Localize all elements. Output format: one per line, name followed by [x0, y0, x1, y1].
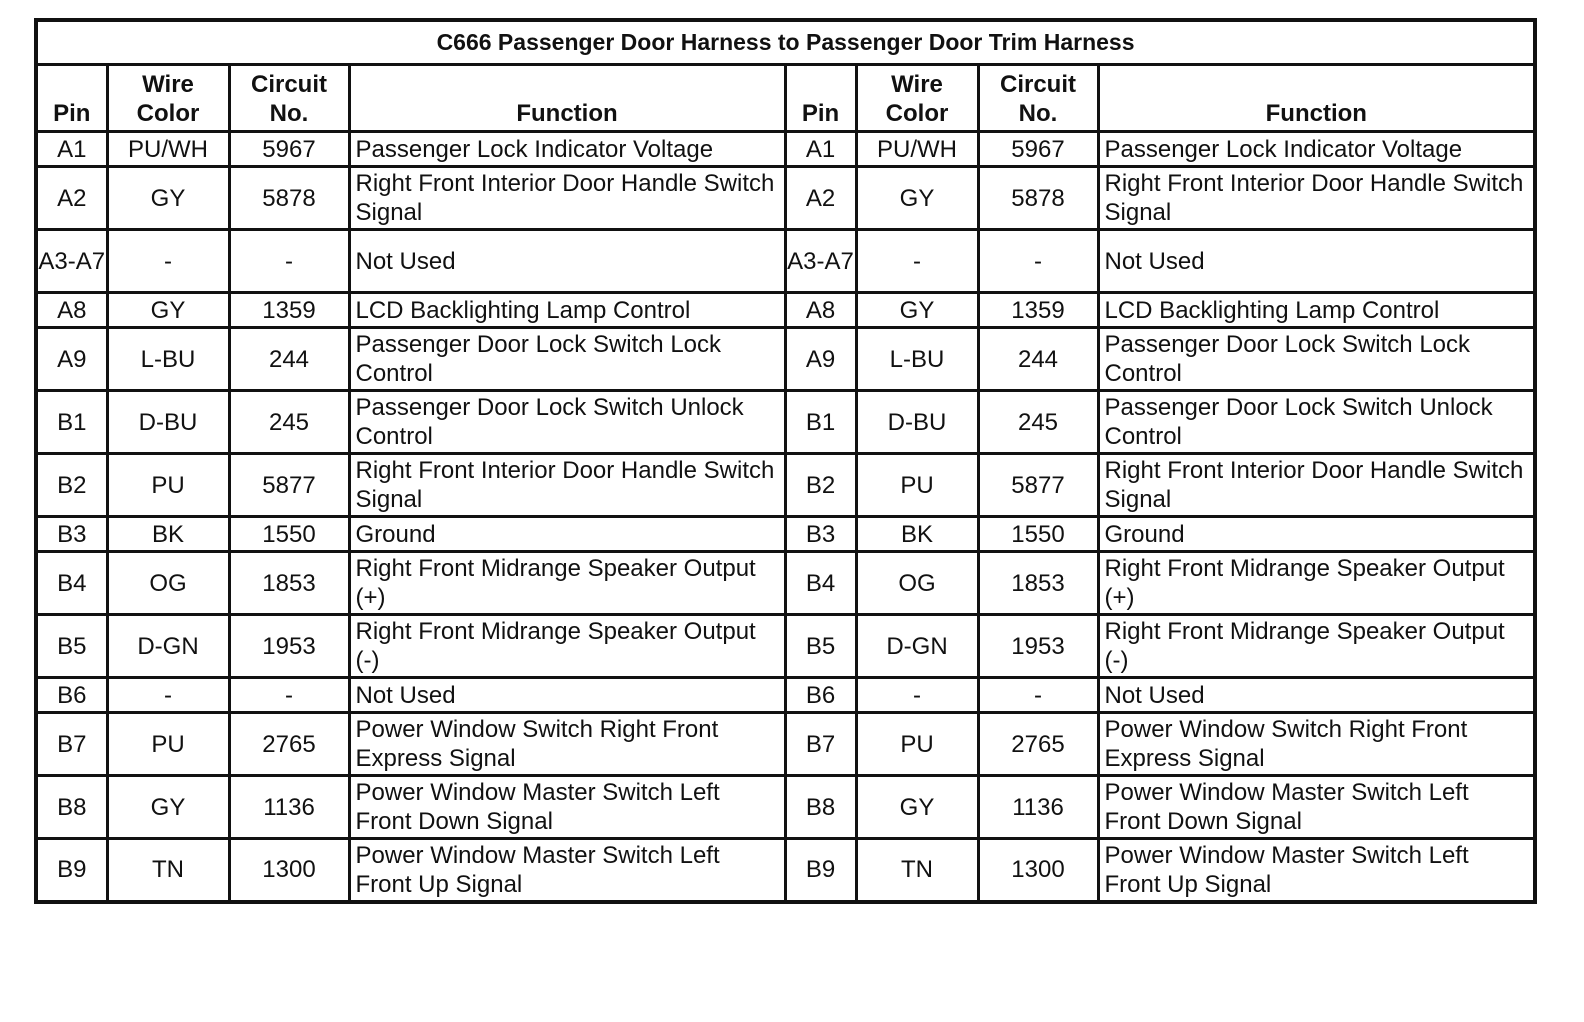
- circuit-cell: 5878: [229, 167, 349, 230]
- function-cell: Power Window Switch Right Front Express Signal: [1098, 713, 1535, 776]
- function-cell: Passenger Door Lock Switch Lock Control: [1098, 328, 1535, 391]
- function-cell: Power Window Switch Right Front Express Signal: [349, 713, 785, 776]
- wire-color-cell: GY: [107, 293, 229, 328]
- circuit-cell: 1550: [978, 517, 1098, 552]
- wire-color-header-line1: Wire: [891, 71, 943, 98]
- pin-cell: B5: [785, 615, 856, 678]
- function-header: Function: [1098, 65, 1535, 132]
- function-cell: Ground: [349, 517, 785, 552]
- pin-cell: A1: [785, 132, 856, 167]
- circuit-cell: 2765: [229, 713, 349, 776]
- wire-color-cell: D-BU: [107, 391, 229, 454]
- pin-cell: A8: [36, 293, 107, 328]
- function-cell: LCD Backlighting Lamp Control: [1098, 293, 1535, 328]
- wire-color-cell: PU: [107, 454, 229, 517]
- circuit-cell: 5877: [978, 454, 1098, 517]
- circuit-cell: 245: [978, 391, 1098, 454]
- wire-color-cell: -: [107, 678, 229, 713]
- circuit-cell: -: [229, 678, 349, 713]
- circuit-header: [978, 65, 1098, 132]
- pin-cell: A1: [36, 132, 107, 167]
- function-cell: Not Used: [349, 678, 785, 713]
- wire-color-cell: PU: [856, 454, 978, 517]
- function-cell: Right Front Midrange Speaker Output (+): [349, 552, 785, 615]
- wire-color-cell: GY: [107, 167, 229, 230]
- circuit-cell: 244: [978, 328, 1098, 391]
- wire-color-cell: L-BU: [856, 328, 978, 391]
- circuit-cell: 5878: [978, 167, 1098, 230]
- table-row: [36, 713, 1535, 776]
- wire-color-cell: D-GN: [107, 615, 229, 678]
- table-row: [36, 293, 1535, 328]
- table-row: [36, 230, 1535, 293]
- pin-cell: A2: [36, 167, 107, 230]
- function-cell: Power Window Master Switch Left Front Up Signal: [1098, 839, 1535, 902]
- wire-color-cell: PU/WH: [856, 132, 978, 167]
- circuit-cell: -: [978, 230, 1098, 293]
- wire-color-cell: GY: [107, 776, 229, 839]
- wire-color-cell: TN: [107, 839, 229, 902]
- pin-cell: B8: [36, 776, 107, 839]
- pin-header: Pin: [36, 65, 107, 132]
- table-title: C666 Passenger Door Harness to Passenger Door Trim Harness: [36, 20, 1535, 65]
- circuit-cell: 1359: [978, 293, 1098, 328]
- circuit-header-line1: Circuit: [999, 71, 1076, 98]
- table-row: [36, 517, 1535, 552]
- wire-color-cell: PU: [107, 713, 229, 776]
- circuit-cell: 1300: [229, 839, 349, 902]
- wire-color-cell: OG: [107, 552, 229, 615]
- function-cell: Not Used: [349, 230, 785, 293]
- pin-cell: B3: [36, 517, 107, 552]
- circuit-cell: -: [978, 678, 1098, 713]
- circuit-cell: 1359: [229, 293, 349, 328]
- function-cell: LCD Backlighting Lamp Control: [349, 293, 785, 328]
- function-cell: Power Window Master Switch Left Front Down Signal: [1098, 776, 1535, 839]
- wire-color-cell: L-BU: [107, 328, 229, 391]
- wire-color-header-line2: Color: [136, 100, 200, 127]
- wire-color-header: [107, 65, 229, 132]
- table-row: [36, 132, 1535, 167]
- circuit-header-line2: No.: [269, 100, 309, 127]
- pin-cell: A9: [36, 328, 107, 391]
- function-header: Function: [349, 65, 785, 132]
- circuit-cell: -: [229, 230, 349, 293]
- table-row: [36, 678, 1535, 713]
- wire-color-header: [856, 65, 978, 132]
- function-cell: Right Front Midrange Speaker Output (-): [349, 615, 785, 678]
- pin-cell: B7: [785, 713, 856, 776]
- function-cell: Power Window Master Switch Left Front Up Signal: [349, 839, 785, 902]
- circuit-header-line1: Circuit: [250, 71, 327, 98]
- pin-cell: B8: [785, 776, 856, 839]
- wire-color-cell: GY: [856, 776, 978, 839]
- circuit-cell: 5877: [229, 454, 349, 517]
- circuit-cell: 244: [229, 328, 349, 391]
- function-cell: Passenger Door Lock Switch Lock Control: [349, 328, 785, 391]
- wire-color-cell: -: [856, 678, 978, 713]
- wire-color-cell: GY: [856, 293, 978, 328]
- pin-header: Pin: [785, 65, 856, 132]
- pin-cell: B9: [785, 839, 856, 902]
- pin-cell: B9: [36, 839, 107, 902]
- table-row: [36, 615, 1535, 678]
- pin-cell: B6: [785, 678, 856, 713]
- function-cell: Passenger Door Lock Switch Unlock Control: [349, 391, 785, 454]
- circuit-cell: 1853: [229, 552, 349, 615]
- function-cell: Right Front Interior Door Handle Switch Signal: [1098, 167, 1535, 230]
- wire-color-header-line1: Wire: [142, 71, 194, 98]
- circuit-cell: 1300: [978, 839, 1098, 902]
- function-cell: Not Used: [1098, 678, 1535, 713]
- function-cell: Power Window Master Switch Left Front Down Signal: [349, 776, 785, 839]
- circuit-header-line2: No.: [1018, 100, 1058, 127]
- function-cell: Right Front Midrange Speaker Output (-): [1098, 615, 1535, 678]
- circuit-cell: 1853: [978, 552, 1098, 615]
- wire-color-cell: D-GN: [856, 615, 978, 678]
- pin-cell: B2: [785, 454, 856, 517]
- wire-color-header-line2: Color: [885, 100, 949, 127]
- function-cell: Ground: [1098, 517, 1535, 552]
- table-row: [36, 391, 1535, 454]
- pin-cell: A3-A7: [785, 230, 856, 293]
- pin-cell: B4: [36, 552, 107, 615]
- pin-cell: B7: [36, 713, 107, 776]
- pin-cell: B3: [785, 517, 856, 552]
- table-row: [36, 776, 1535, 839]
- circuit-cell: 1953: [978, 615, 1098, 678]
- circuit-cell: 245: [229, 391, 349, 454]
- pin-cell: B6: [36, 678, 107, 713]
- pin-cell: B5: [36, 615, 107, 678]
- table-row: [36, 328, 1535, 391]
- pin-cell: A2: [785, 167, 856, 230]
- pin-cell: B1: [785, 391, 856, 454]
- circuit-cell: 5967: [978, 132, 1098, 167]
- wire-color-cell: PU/WH: [107, 132, 229, 167]
- wire-color-cell: PU: [856, 713, 978, 776]
- function-cell: Passenger Lock Indicator Voltage: [349, 132, 785, 167]
- function-cell: Passenger Lock Indicator Voltage: [1098, 132, 1535, 167]
- circuit-header: [229, 65, 349, 132]
- function-cell: Not Used: [1098, 230, 1535, 293]
- circuit-cell: 2765: [978, 713, 1098, 776]
- function-cell: Right Front Interior Door Handle Switch Signal: [349, 167, 785, 230]
- circuit-cell: 1136: [978, 776, 1098, 839]
- pin-cell: A3-A7: [36, 230, 107, 293]
- pin-cell: A9: [785, 328, 856, 391]
- table-row: [36, 552, 1535, 615]
- circuit-cell: 1953: [229, 615, 349, 678]
- table-row: [36, 167, 1535, 230]
- pin-cell: B2: [36, 454, 107, 517]
- connector-pinout-table: [34, 18, 1537, 904]
- circuit-cell: 1136: [229, 776, 349, 839]
- function-cell: Right Front Midrange Speaker Output (+): [1098, 552, 1535, 615]
- function-cell: Right Front Interior Door Handle Switch Signal: [1098, 454, 1535, 517]
- pin-cell: B1: [36, 391, 107, 454]
- wire-color-cell: -: [856, 230, 978, 293]
- wire-color-cell: TN: [856, 839, 978, 902]
- table-row: [36, 839, 1535, 902]
- table-row: [36, 454, 1535, 517]
- circuit-cell: 5967: [229, 132, 349, 167]
- wire-color-cell: BK: [856, 517, 978, 552]
- wire-color-cell: OG: [856, 552, 978, 615]
- pin-cell: B4: [785, 552, 856, 615]
- wire-color-cell: D-BU: [856, 391, 978, 454]
- wire-color-cell: GY: [856, 167, 978, 230]
- circuit-cell: 1550: [229, 517, 349, 552]
- pin-cell: A8: [785, 293, 856, 328]
- wire-color-cell: -: [107, 230, 229, 293]
- wire-color-cell: BK: [107, 517, 229, 552]
- function-cell: Passenger Door Lock Switch Unlock Control: [1098, 391, 1535, 454]
- function-cell: Right Front Interior Door Handle Switch Signal: [349, 454, 785, 517]
